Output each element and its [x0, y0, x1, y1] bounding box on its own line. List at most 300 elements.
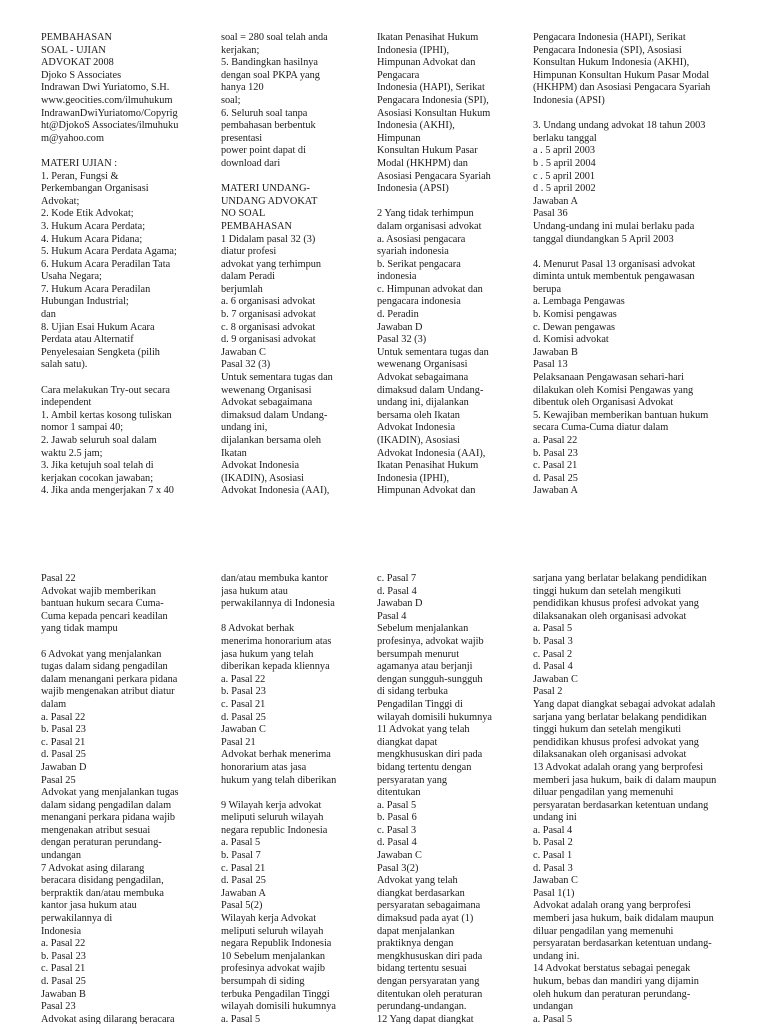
text-line: 3. Undang undang advokat 18 tahun 2003 [533, 120, 706, 132]
text-line: Pasal 4 [377, 610, 407, 622]
text-line: Himpunan Konsultan Hukum Pasar Modal [533, 69, 710, 81]
text-line: Cuma kepada pencari keadilan [41, 610, 168, 622]
text-line: bidang tertentu sesuai [377, 963, 467, 975]
text-line: dengan persyaratan yang [377, 976, 480, 987]
blank-line [221, 171, 371, 184]
text-line: sarjana yang berlatar belakang pendidikan [533, 573, 707, 584]
text-line: c. Pasal 2 [533, 648, 573, 660]
text-line: Pasal 22 [41, 573, 76, 584]
text-line: tinggi hukum dan setelah mengikuti [533, 585, 682, 597]
text-line: negara Republik Indonesia [221, 938, 332, 950]
text-line: Jawaban D [41, 761, 87, 773]
text-column-4 [533, 573, 763, 1024]
text-line: Advokat sebagaimana [377, 372, 469, 384]
text-line: wewenang Organisasi [221, 384, 312, 396]
text-line: b. Pasal 7 [221, 850, 261, 862]
text-line: c. Pasal 3 [377, 824, 417, 836]
text-line: d. Pasal 25 [41, 749, 86, 761]
text-line: meliputi seluruh wilayah [221, 812, 324, 824]
text-line: Wilayah kerja Advokat [221, 913, 317, 925]
text-line: nomor 1 sampai 40; [41, 422, 124, 434]
blank-line [533, 108, 763, 121]
text-line: dalam [41, 698, 67, 710]
text-line: 7 Advokat asing dilarang [41, 862, 145, 874]
text-line: Pasal 36 [533, 208, 568, 220]
text-line: berlaku tanggal [533, 132, 597, 144]
text-line: 2. Jawab seluruh soal dalam [41, 435, 157, 446]
text-line: 8. Ujian Esai Hukum Acara [41, 321, 155, 333]
text-line: SOAL - UJIAN [41, 44, 106, 56]
text-line: 7. Hukum Acara Peradilan [41, 283, 151, 295]
text-line: Advokat Indonesia [377, 422, 456, 434]
text-line: b. Serikat pengacara [377, 258, 461, 270]
text-line: Yang dapat diangkat sebagai advokat adalah [533, 698, 716, 710]
text-line: d. Pasal 4 [377, 837, 417, 849]
text-line: 12 Yang dapat diangkat [377, 1013, 474, 1024]
text-line: 10 Sebelum menjalankan [221, 950, 326, 962]
text-line: Untuk sementara tugas dan [377, 346, 489, 358]
text-line: Advokat asing dilarang beracara [41, 1013, 175, 1024]
text-line: power point dapat di [221, 145, 306, 157]
text-line: yang tidak mampu [41, 623, 118, 635]
text-line: pendidikan khusus profesi advokat yang [533, 598, 699, 610]
text-line: memberi jasa hukum, baik di dalam maupun [533, 774, 717, 786]
text-line: Pasal 2 [533, 686, 563, 698]
text-line: Pasal 32 (3) [377, 334, 427, 346]
text-line: a. Pasal 22 [533, 435, 578, 446]
text-line: presentasi [221, 132, 263, 144]
text-line: dapat menjalankan [377, 925, 455, 937]
text-line: wilayah domisili hukumnya [221, 1001, 336, 1013]
text-line: Pasal 3(2) [377, 862, 419, 874]
text-line: PEMBAHASAN [41, 32, 112, 43]
text-line: b. Komisi pengawas [533, 309, 617, 321]
text-line: Indonesia (APSI) [533, 94, 605, 106]
text-line: dilaksanakan oleh organisasi advokat [533, 610, 687, 622]
text-line: 4. Jika anda mengerjakan 7 x 40 [41, 485, 174, 497]
blank-line [41, 636, 211, 649]
text-line: Pasal 13 [533, 359, 568, 371]
text-line: 1. Ambil kertas kosong tuliskan [41, 409, 172, 421]
text-line: Advokat; [41, 195, 80, 207]
text-line: ditentukan oleh peraturan [377, 988, 483, 1000]
text-column-3 [377, 32, 527, 498]
text-line: Pengacara [377, 69, 420, 81]
text-line: Pengadilan Tinggi di [377, 698, 463, 710]
text-line: 2 Yang tidak terhimpun [377, 208, 474, 220]
text-line: Modal (HKHPM) dan [377, 157, 468, 169]
text-line: d. Pasal 25 [41, 976, 86, 987]
text-line: jasa hukum atau [221, 585, 288, 597]
text-line: c. Pasal 21 [221, 698, 266, 710]
text-line: dengan peraturan perundang- [41, 837, 162, 849]
text-line: a. Pasal 5 [377, 799, 417, 811]
text-line: d. Komisi advokat [533, 334, 609, 346]
blank-line [41, 145, 211, 158]
text-line: b. Pasal 23 [41, 950, 86, 962]
text-line: berjumlah [221, 283, 263, 295]
text-line: 4. Hukum Acara Pidana; [41, 233, 143, 245]
text-line: 5. Hukum Acara Perdata Agama; [41, 246, 177, 258]
text-line: c. Pasal 21 [221, 862, 266, 874]
text-line: persyaratan berdasarkan ketentuan undang- [533, 938, 712, 950]
text-line: diluar pengadilan yang memenuhi [533, 925, 674, 937]
text-line: d. Pasal 25 [221, 875, 266, 887]
text-line: dimaksud dalam Undang- [377, 384, 484, 396]
text-line: 13 Advokat adalah orang yang berprofesi [533, 761, 704, 773]
text-line: Jawaban C [221, 724, 266, 736]
text-line: meliputi seluruh wilayah [221, 925, 324, 937]
text-line: Konsultan Hukum Pasar [377, 145, 478, 157]
text-line: Ikatan Penasihat Hukum [377, 32, 479, 43]
text-line: diangkat dapat [377, 736, 438, 748]
text-line: (HKHPM) dan Asosiasi Pengacara Syariah [533, 82, 711, 94]
text-line: b. Pasal 23 [533, 447, 578, 459]
text-line: Jawaban A [221, 887, 266, 899]
text-line: 11 Advokat yang telah [377, 724, 470, 736]
text-line: Usaha Negara; [41, 271, 102, 283]
text-line: c. Pasal 21 [41, 736, 86, 748]
text-line: d. Pasal 4 [533, 661, 573, 673]
blank-line [221, 787, 371, 800]
text-line: diluar pengadilan yang memenuhi [533, 787, 674, 799]
text-line: c. Pasal 21 [41, 963, 86, 975]
text-line: independent [41, 397, 92, 409]
text-line: UNDANG ADVOKAT [221, 195, 318, 207]
text-line: a. 6 organisasi advokat [221, 296, 316, 308]
text-line: www.geocities.com/ilmuhukum [41, 94, 173, 106]
text-line: 6. Hukum Acara Peradilan Tata [41, 258, 171, 270]
text-line: a. Lembaga Pengawas [533, 296, 625, 308]
text-line: di sidang terbuka [377, 686, 448, 698]
text-line: Pelaksanaan Pengawasan sehari-hari [533, 372, 684, 384]
text-line: Advokat adalah orang yang berprofesi [533, 900, 691, 912]
text-line: Pasal 25 [41, 774, 76, 786]
text-line: MATERI UNDANG- [221, 183, 310, 195]
text-line: d. Pasal 4 [377, 585, 417, 597]
text-line: 3. Hukum Acara Perdata; [41, 220, 146, 232]
text-line: Pengacara Indonesia (SPI), [377, 94, 489, 106]
text-line: 3. Jika ketujuh soal telah di [41, 460, 154, 472]
text-line: indonesia [377, 271, 417, 283]
text-line: Hubungan Industrial; [41, 296, 129, 308]
text-line: undang ini, dijalankan [377, 397, 469, 409]
text-line: dimaksud dalam Undang- [221, 409, 328, 421]
text-line: Himpunan [377, 132, 421, 144]
text-line: Jawaban C [377, 850, 422, 862]
text-line: Himpunan Advokat dan [377, 485, 476, 497]
text-line: hukum yang telah diberikan [221, 774, 337, 786]
text-line: Jawaban A [533, 485, 578, 497]
text-line: b. Pasal 23 [221, 686, 266, 698]
text-line: Pasal 23 [41, 1001, 76, 1013]
text-line: a. Pasal 5 [533, 623, 573, 635]
text-line: pengacara indonesia [377, 296, 461, 308]
text-line: dan [41, 309, 56, 321]
text-line: dengan soal PKPA yang [221, 69, 320, 81]
text-line: diminta untuk membentuk pengawasan [533, 271, 695, 283]
text-line: dibentuk oleh Organisasi Advokat [533, 397, 674, 409]
text-line: b. Pasal 2 [533, 837, 573, 849]
text-line: dengan sungguh-sungguh [377, 673, 483, 685]
text-line: berpraktik dan/atau membuka [41, 887, 164, 899]
text-line: bantuan hukum secara Cuma- [41, 598, 164, 610]
text-line: 6. Seluruh soal tanpa [221, 107, 308, 119]
text-line: Indonesia (IPHI), [377, 44, 450, 56]
text-line: Pasal 5(2) [221, 900, 263, 912]
text-line: Jawaban B [41, 988, 86, 1000]
text-line: sarjana yang berlatar belakang pendidikan [533, 711, 707, 723]
text-line: a . 5 april 2003 [533, 145, 596, 157]
blank-line [377, 196, 527, 209]
text-line: praktiknya dengan [377, 938, 454, 950]
text-line: (IKADIN), Asosiasi [221, 472, 304, 484]
text-line: a. Pasal 4 [533, 824, 573, 836]
text-line: a. Pasal 22 [41, 938, 86, 950]
text-line: menerima honorarium atas [221, 635, 332, 647]
text-line: diatur profesi [221, 246, 277, 258]
text-line: salah satu). [41, 359, 88, 371]
text-line: 9 Wilayah kerja advokat [221, 799, 322, 811]
text-line: c. Dewan pengawas [533, 321, 616, 333]
text-column-2 [221, 32, 371, 498]
text-line: oleh hukum dan peraturan perundang- [533, 988, 691, 1000]
text-line: b. Pasal 23 [41, 724, 86, 736]
text-line: c. 8 organisasi advokat [221, 321, 316, 333]
text-line: d. 9 organisasi advokat [221, 334, 316, 346]
text-line: profesinya, advokat wajib [377, 635, 484, 647]
text-line: Jawaban A [533, 195, 578, 207]
text-line: dijalankan bersama oleh [221, 435, 322, 446]
text-line: Jawaban C [533, 875, 578, 887]
text-line: Perkembangan Organisasi [41, 183, 149, 195]
text-line: hanya 120 [221, 82, 264, 94]
text-line: a. Pasal 5 [533, 1013, 573, 1024]
text-line: Indonesia (APSI) [377, 183, 449, 195]
text-line: 2. Kode Etik Advokat; [41, 208, 134, 220]
text-line: c. Himpunan advokat dan [377, 283, 483, 295]
text-line: d. Pasal 3 [533, 862, 573, 874]
text-line: Indonesia (HAPI), Serikat [377, 82, 485, 94]
text-line: Konsultan Hukum Indonesia (AKHI), [533, 57, 690, 69]
text-line: Indonesia (AKHI), [377, 120, 455, 132]
text-line: undang ini [533, 812, 577, 824]
text-line: a. Pasal 5 [221, 837, 261, 849]
text-line: undangan [41, 850, 82, 862]
text-line: MATERI UJIAN : [41, 157, 118, 169]
text-line: mengenakan atribut sesuai [41, 824, 151, 836]
text-line: dalam sidang pengadilan dalam [41, 799, 172, 811]
text-line: Jawaban D [377, 598, 423, 610]
text-line: 1 Didalam pasal 32 (3) [221, 233, 316, 245]
blank-line [41, 372, 211, 385]
text-line: ht@DjokoS Associates/ilmuhuku [41, 120, 179, 132]
text-line: 5. Bandingkan hasilnya [221, 57, 318, 69]
text-line: d. Pasal 25 [221, 711, 266, 723]
text-line: Pengacara Indonesia (HAPI), Serikat [533, 32, 686, 43]
text-line: kerjakan cocokan jawaban; [41, 472, 154, 484]
text-line: perwakilannya di [41, 913, 113, 925]
text-column-1 [41, 32, 211, 498]
text-line: 1. Peran, Fungsi & [41, 170, 119, 182]
blank-line [221, 611, 371, 624]
text-line: Indonesia [41, 925, 82, 937]
text-line: jasa hukum yang telah [221, 648, 314, 660]
text-line: diangkat berdasarkan [377, 887, 465, 899]
text-line: profesinya advokat wajib [221, 963, 326, 975]
text-line: b. 7 organisasi advokat [221, 309, 316, 321]
text-line: hukum, bebas dan mandiri yang dijamin [533, 976, 699, 987]
text-line: wilayah domisili hukumnya [377, 711, 492, 723]
text-line: pembahasan berbentuk [221, 120, 316, 132]
text-line: beracara disidang pengadilan, [41, 875, 164, 887]
text-line: syariah indonesia [377, 246, 449, 258]
text-line: tanggal diundangkan 5 April 2003 [533, 233, 674, 245]
text-line: Pasal 21 [221, 736, 256, 748]
text-line: Advokat Indonesia (AAI), [221, 485, 330, 497]
text-line: advokat yang terhimpun [221, 258, 322, 270]
text-line: undang ini. [533, 950, 580, 962]
text-line: bersumpah menurut [377, 648, 460, 660]
text-line: bidang tertentu dengan [377, 761, 472, 773]
text-line: Ikatan [221, 447, 247, 459]
text-column-2 [221, 573, 371, 1024]
text-line: a. Pasal 5 [221, 1013, 261, 1024]
text-line: 14 Advokat berstatus sebagai penegak [533, 963, 691, 975]
text-line: perwakilannya di Indonesia [221, 598, 335, 610]
text-line: PEMBAHASAN [221, 220, 292, 232]
text-line: a. Pasal 22 [41, 711, 86, 723]
text-column-1 [41, 573, 211, 1024]
text-line: download dari [221, 157, 281, 169]
text-line: Pengacara Indonesia (SPI), Asosiasi [533, 44, 682, 56]
text-line: (IKADIN), Asosiasi [377, 435, 460, 446]
text-line: Pasal 1(1) [533, 887, 575, 899]
text-line: d. Peradin [377, 309, 419, 321]
text-line: undangan [533, 1001, 574, 1013]
text-line: Advokat yang menjalankan tugas [41, 787, 179, 799]
text-line: kerjakan; [221, 44, 260, 56]
text-line: a. Asosiasi pengacara [377, 233, 466, 245]
text-line: c. Pasal 1 [533, 850, 573, 862]
text-line: mengkhususkan diri pada [377, 950, 483, 962]
text-line: persyaratan yang [377, 774, 448, 786]
text-line: negara republic Indonesia [221, 824, 328, 836]
text-line: 5. Kewajiban memberikan bantuan hukum [533, 409, 709, 421]
text-line: d. Pasal 25 [533, 472, 578, 484]
text-column-4 [533, 32, 763, 498]
text-line: c . 5 april 2001 [533, 170, 596, 182]
text-line: dimaksud pada ayat (1) [377, 913, 474, 925]
text-line: wajib mengenakan atribut diatur [41, 686, 175, 698]
text-line: dalam organisasi advokat [377, 220, 482, 232]
text-line: IndrawanDwiYuriatomo/Copyrig [41, 107, 178, 119]
text-line: memberi jasa hukum, baik didalam maupun [533, 913, 714, 925]
text-line: m@yahoo.com [41, 132, 104, 144]
text-line: b. Pasal 3 [533, 635, 573, 647]
text-line: ADVOKAT 2008 [41, 57, 114, 69]
text-line: Advokat sebagaimana [221, 397, 313, 409]
text-line: Perdata atau Alternatif [41, 334, 134, 346]
text-line: dalam menangani perkara pidana [41, 673, 178, 685]
text-line: b. Pasal 6 [377, 812, 417, 824]
text-line: Advokat berhak menerima [221, 749, 331, 761]
text-line: c. Pasal 7 [377, 573, 417, 584]
text-line: terbuka Pengadilan Tinggi [221, 988, 330, 1000]
text-line: undang ini, [221, 422, 268, 434]
text-line: dalam Peradi [221, 271, 276, 283]
text-line: secara Cuma-Cuma diatur dalam [533, 422, 669, 434]
text-line: pendidikan khusus profesi advokat yang [533, 736, 699, 748]
text-column-3 [377, 573, 527, 1024]
text-line: Asosiasi Pengacara Syariah [377, 170, 491, 182]
text-line: d . 5 april 2002 [533, 183, 596, 195]
text-line: waktu 2.5 jam; [41, 447, 103, 459]
text-line: NO SOAL [221, 208, 266, 220]
text-line: persyaratan berdasarkan ketentuan undang [533, 799, 709, 811]
text-line: Jawaban C [221, 346, 266, 358]
text-line: bersumpah di siding [221, 976, 305, 987]
text-line: soal = 280 soal telah anda [221, 32, 328, 43]
text-line: Jawaban C [533, 673, 578, 685]
text-line: 6 Advokat yang menjalankan [41, 648, 162, 660]
text-line: kantor jasa hukum atau [41, 900, 137, 912]
text-line: berupa [533, 283, 562, 295]
text-line: ditentukan [377, 787, 421, 799]
text-line: Penyelesaian Sengketa (pilih [41, 346, 160, 358]
text-line: persyaratan sebagaimana [377, 900, 481, 912]
text-line: dilakukan oleh Komisi Pengawas yang [533, 384, 694, 396]
text-line: Sebelum menjalankan [377, 623, 469, 635]
text-line: Advokat wajib memberikan [41, 585, 156, 597]
text-line: Indrawan Dwi Yuriatomo, S.H. [41, 82, 170, 94]
text-line: Asosiasi Konsultan Hukum [377, 107, 491, 119]
text-line: perundang-undangan. [377, 1001, 467, 1013]
text-line: menangani perkara pidana wajib [41, 812, 176, 824]
text-line: wewenang Organisasi [377, 359, 468, 371]
text-line: mengkhususkan diri pada [377, 749, 483, 761]
text-line: dilaksanakan oleh organisasi advokat [533, 749, 687, 761]
text-line: Advokat yang telah [377, 875, 458, 887]
page-panel-bottom [0, 568, 768, 1024]
text-line: soal; [221, 94, 241, 106]
text-line: 8 Advokat berhak [221, 623, 295, 635]
text-line: Cara melakukan Try-out secara [41, 384, 170, 396]
text-line: Undang-undang ini mulai berlaku pada [533, 220, 695, 232]
text-line: Himpunan Advokat dan [377, 57, 476, 69]
text-line: dan/atau membuka kantor [221, 573, 328, 584]
text-line: honorarium atas jasa [221, 761, 307, 773]
text-line: Jawaban D [377, 321, 423, 333]
text-line: a. Pasal 22 [221, 673, 266, 685]
text-line: agamanya atau berjanji [377, 661, 473, 673]
text-line: Pasal 32 (3) [221, 359, 271, 371]
text-line: Untuk sementara tugas dan [221, 372, 333, 384]
text-line: bersama oleh Ikatan [377, 409, 460, 421]
text-line: Advokat Indonesia [221, 460, 300, 472]
text-line: Jawaban B [533, 346, 578, 358]
text-line: Djoko S Associates [41, 69, 122, 81]
text-line: b . 5 april 2004 [533, 157, 596, 169]
text-line: tinggi hukum dan setelah mengikuti [533, 724, 682, 736]
text-line: c. Pasal 21 [533, 460, 578, 472]
blank-line [533, 246, 763, 259]
text-line: Ikatan Penasihat Hukum [377, 460, 479, 472]
text-line: Indonesia (IPHI), [377, 472, 450, 484]
text-line: 4. Menurut Pasal 13 organisasi advokat [533, 258, 696, 270]
text-line: tugas dalam sidang pengadilan [41, 661, 168, 673]
text-line: Advokat Indonesia (AAI), [377, 447, 486, 459]
